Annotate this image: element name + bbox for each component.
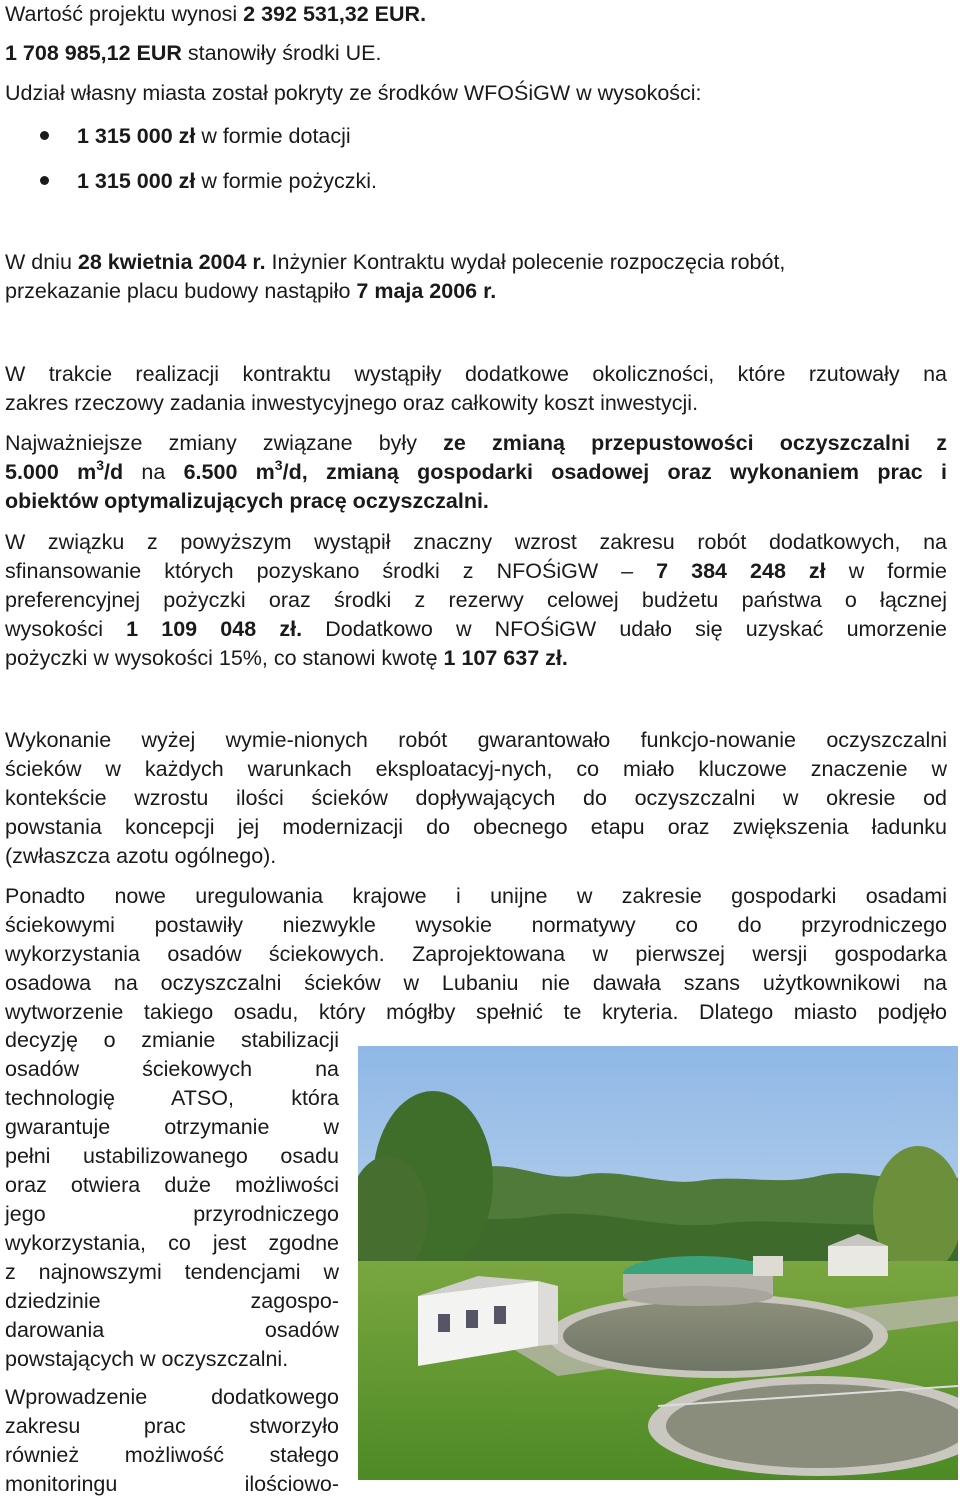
text-line: gwarantuje otrzymanie w	[5, 1115, 339, 1139]
superscript: 3	[96, 457, 104, 473]
p-monitoring	[5, 1383, 339, 1499]
text-line: pełni ustabilizowanego osadu	[5, 1144, 339, 1168]
text: Dodatkowo w NFOŚiGW udało się uzyskać umorzenie	[302, 617, 947, 641]
p-atso	[5, 1026, 339, 1374]
bold-text: 7 maja 2006 r.	[356, 279, 497, 303]
text: pożyczki w wysokości 15%, co stanowi kwotę	[5, 646, 444, 670]
bold-text: 1 109 048 zł.	[126, 617, 303, 641]
text-line: jego przyrodniczego	[5, 1202, 339, 1226]
text-line: Ponadto nowe uregulowania krajowe i unijne w zakresie gospodarki osadami	[5, 884, 947, 908]
text-line: ścieków w każdych warunkach eksploatacyj-nych, co miało kluczowe znaczenie w	[5, 757, 947, 781]
text-line: (zwłaszcza azotu ogólnego).	[5, 844, 277, 868]
text-line: zakresu prac stworzyło	[5, 1414, 339, 1438]
text: na	[123, 460, 184, 484]
bold-text: 28 kwietnia 2004 r.	[77, 250, 266, 274]
bold-text: /d, zmianą gospodarki osadowej oraz wykonaniem prac i	[282, 460, 947, 484]
text-line: ściekowymi postawiły niezwykle wysokie normatywy co do przyrodniczego	[5, 913, 947, 937]
p-project-value	[5, 0, 426, 29]
text-line: wykorzystania osadów ściekowych. Zaprojektowana w pierwszej wersji gospodarka	[5, 942, 947, 966]
p-dates	[5, 248, 947, 306]
p-execution	[5, 726, 947, 871]
text: stanowiły środki UE.	[181, 41, 382, 65]
text-line: dziedzinie zagospo-	[5, 1289, 339, 1313]
text: Najważniejsze zmiany związane były	[5, 431, 444, 455]
text-line: W trakcie realizacji kontraktu wystąpiły dodatkowe okoliczności, które rzutowały na	[5, 362, 947, 386]
text-line: również możliwość stałego	[5, 1443, 339, 1467]
text-line: darowania osadów	[5, 1318, 339, 1342]
superscript: 3	[274, 457, 283, 473]
text-line: preferencyjnej pożyczki oraz środki z rezerwy celowej budżetu państwa o łącznej	[5, 588, 947, 612]
p-regulations	[5, 882, 947, 1027]
text-line: zakres rzeczowy zadania inwestycyjnego oraz całkowity koszt inwestycji.	[5, 391, 699, 415]
bold-text: 6.500 m	[183, 460, 275, 484]
text: w formie dotacji	[195, 124, 351, 148]
photo-illustration	[358, 1046, 958, 1480]
bold-text: ze zmianą przepustowości oczyszczalni z	[443, 431, 947, 455]
bold-text: 1 315 000 zł	[77, 124, 196, 148]
text-line: osadów ściekowych na	[5, 1057, 339, 1081]
text-line: Wykonanie wyżej wymie-nionych robót gwarantowało funkcjo-nowanie oczyszczalni	[5, 728, 947, 752]
text-line	[5, 615, 947, 644]
text-line: wytworzenie takiego osadu, który mógłby spełnić te kryteria. Dlatego miasto podjęło	[5, 1000, 947, 1024]
text-line: powstających w oczyszczalni.	[5, 1347, 289, 1371]
text-line: Wprowadzenie dodatkowego	[5, 1385, 339, 1409]
list-item	[5, 159, 905, 204]
text-line: oraz otwiera duże możliwości	[5, 1173, 339, 1197]
p-financing	[5, 528, 947, 673]
text-line	[5, 458, 947, 487]
bullet-icon	[40, 131, 49, 140]
text: przekazanie placu budowy nastąpiło	[5, 279, 357, 303]
text: sfinansowanie których pozyskano środki z NFOŚiGW –	[5, 559, 657, 583]
text: w formie	[825, 559, 947, 583]
text-line: powstania koncepcji jej modernizacji do obecnego etapu oraz zwiększenia ładunku	[5, 815, 947, 839]
bold-text: 1 107 637 zł.	[443, 646, 568, 670]
bold-text: 5.000 m	[5, 460, 97, 484]
p-own-share: Udział własny miasta został pokryty ze środków WFOŚiGW w wysokości:	[5, 81, 702, 105]
bold-text: 7 384 248 zł	[656, 559, 826, 583]
text-line	[5, 644, 947, 673]
p-circumstances	[5, 360, 947, 418]
text: Wartość projektu wynosi	[5, 2, 244, 26]
text-line	[5, 429, 947, 458]
text-line: W związku z powyższym wystąpił znaczny wzrost zakresu robót dodatkowych, na	[5, 530, 947, 554]
text: wysokości	[5, 617, 127, 641]
bold-text: 2 392 531,32 EUR.	[243, 2, 427, 26]
text-line: monitoringu ilościowo-	[5, 1472, 339, 1496]
bold-text: /d	[104, 460, 124, 484]
p-changes	[5, 429, 947, 516]
p-eu-funds	[5, 39, 381, 68]
funding-list	[5, 114, 905, 204]
text: W dniu	[5, 250, 78, 274]
text: Inżynier Kontraktu wydał polecenie rozpoczęcia robót,	[265, 250, 786, 274]
text: w formie pożyczki.	[195, 169, 377, 193]
text-line	[5, 557, 947, 586]
text-line: decyzję o zmianie stabilizacji	[5, 1028, 339, 1052]
text-line: z najnowszymi tendencjami w	[5, 1260, 339, 1284]
wastewater-plant-photo	[358, 1046, 958, 1480]
text-line: technologię ATSO, która	[5, 1086, 339, 1110]
text-line: kontekście wzrostu ilości ścieków dopływających do oczyszczalni w okresie od	[5, 786, 947, 810]
bold-text: 1 708 985,12 EUR	[5, 41, 182, 65]
text-line: osadowa na oczyszczalni ścieków w Lubaniu nie dawała szans użytkownikowi na	[5, 971, 947, 995]
list-item	[5, 114, 905, 159]
bold-text: 1 315 000 zł	[77, 169, 196, 193]
bullet-icon	[40, 176, 49, 185]
text-line: wykorzystania, co jest zgodne	[5, 1231, 339, 1255]
text-line	[5, 487, 947, 516]
bold-text: obiektów optymalizujących pracę oczyszczalni.	[5, 489, 489, 513]
